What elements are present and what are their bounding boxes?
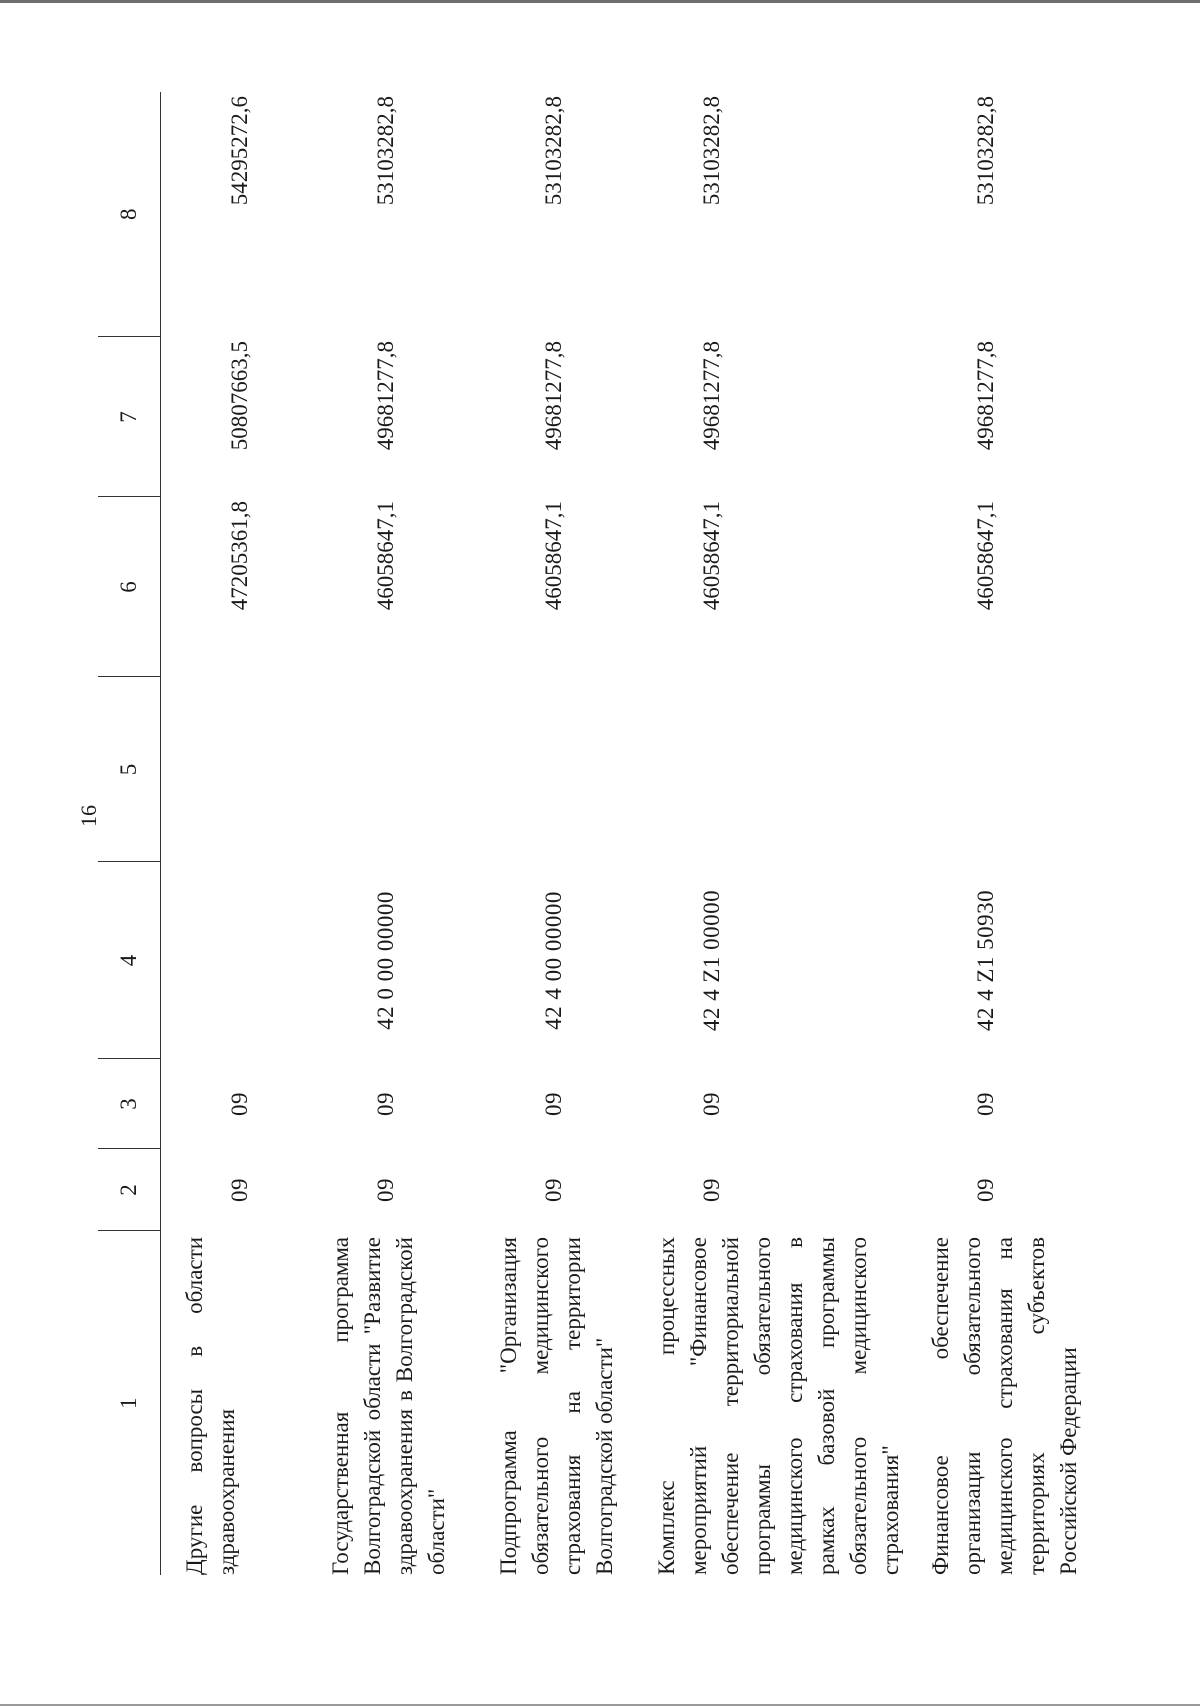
amount-col-7: 49681277,8 xyxy=(698,341,724,451)
section-code: 09 xyxy=(227,1178,252,1202)
subsection-code: 09 xyxy=(372,1092,398,1116)
amount-col-7: 50807663,5 xyxy=(227,341,252,451)
amount-col-8: 53103282,8 xyxy=(972,96,998,206)
section-code: 09 xyxy=(698,1178,724,1202)
section-code: 09 xyxy=(540,1178,566,1202)
row-name: Подпрограмма "Организация обязательного медицинского страхования на территории Волгоградской области" xyxy=(495,1237,617,1575)
header-row xyxy=(98,92,161,1575)
amount-col-6: 47205361,8 xyxy=(227,501,252,611)
subsection-code: 09 xyxy=(227,1092,252,1116)
expense-type-code xyxy=(475,677,633,862)
amount-col-6: 46058647,1 xyxy=(540,501,566,611)
header-col-1: 1 xyxy=(98,1231,161,1575)
expense-type-code xyxy=(307,677,475,862)
amount-col-7: 49681277,8 xyxy=(972,341,998,451)
amount-col-8: 54295272,6 xyxy=(227,96,252,206)
table-row xyxy=(307,92,475,1575)
row-name-cell xyxy=(307,1231,475,1575)
amount-col-8: 53103282,8 xyxy=(698,96,724,206)
row-name-cell xyxy=(907,1231,1085,1575)
table-row xyxy=(907,92,1085,1575)
row-name-cell xyxy=(161,1231,307,1575)
header-col-5: 5 xyxy=(98,677,161,862)
amount-col-8: 53103282,8 xyxy=(540,96,566,206)
header-col-4: 4 xyxy=(98,862,161,1059)
row-name: Государственная программа Волгоградской области "Развитие здравоохранения в Волгоградской области" xyxy=(327,1237,449,1575)
header-col-3: 3 xyxy=(98,1059,161,1149)
header-col-7: 7 xyxy=(98,337,161,497)
subsection-code: 09 xyxy=(698,1092,724,1116)
header-col-2: 2 xyxy=(98,1149,161,1231)
target-article-code xyxy=(161,862,307,1059)
page-number: 16 xyxy=(76,805,101,827)
amount-col-6: 46058647,1 xyxy=(372,501,398,611)
target-article-code: 42 0 00 00000 xyxy=(372,891,398,1030)
amount-col-7: 49681277,8 xyxy=(372,341,398,451)
subsection-code: 09 xyxy=(540,1092,566,1116)
row-name: Комплекс процессных мероприятий "Финансовое обеспечение территориальной программы обязательного медицинского страхования в рамках базовой программы обязательного медицинского страхования" xyxy=(653,1237,903,1575)
amount-col-7: 49681277,8 xyxy=(540,341,566,451)
budget-table xyxy=(98,92,1085,1575)
row-name-cell xyxy=(475,1231,633,1575)
header-col-6: 6 xyxy=(98,497,161,677)
section-code: 09 xyxy=(972,1178,998,1202)
table-row xyxy=(633,92,907,1575)
row-name: Другие вопросы в области здравоохранения xyxy=(182,1237,239,1575)
table-row xyxy=(161,92,307,1575)
target-article-code: 42 4 Z1 00000 xyxy=(698,889,724,1032)
amount-col-8: 53103282,8 xyxy=(372,96,398,206)
expense-type-code xyxy=(907,677,1085,862)
header-col-8: 8 xyxy=(98,92,161,337)
row-name: Финансовое обеспечение организации обязательного медицинского страхования на территориях субъектов Российской Федерации xyxy=(927,1237,1081,1575)
table-row xyxy=(475,92,633,1575)
section-code: 09 xyxy=(372,1178,398,1202)
amount-col-6: 46058647,1 xyxy=(972,501,998,611)
expense-type-code xyxy=(633,677,907,862)
subsection-code: 09 xyxy=(972,1092,998,1116)
expense-type-code xyxy=(161,677,307,862)
row-name-cell xyxy=(633,1231,907,1575)
target-article-code: 42 4 Z1 50930 xyxy=(972,889,998,1032)
amount-col-6: 46058647,1 xyxy=(698,501,724,611)
target-article-code: 42 4 00 00000 xyxy=(540,891,566,1030)
